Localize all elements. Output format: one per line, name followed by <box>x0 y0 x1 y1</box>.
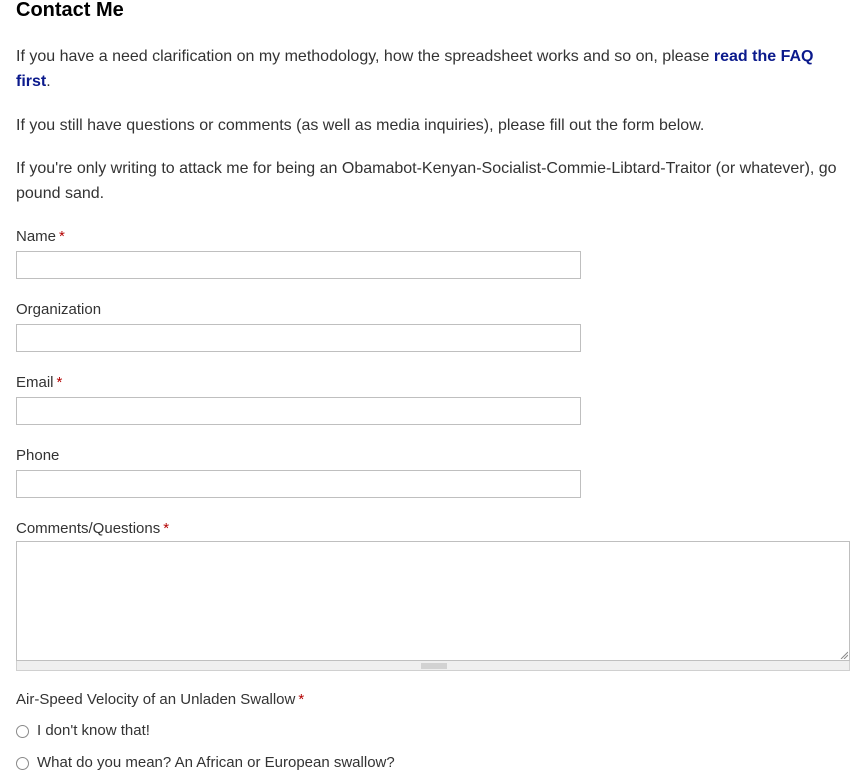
swallow-option-african-or-european[interactable] <box>16 753 395 773</box>
comments-textarea[interactable] <box>16 541 850 661</box>
email-input[interactable] <box>16 397 581 425</box>
intro-faq-period: . <box>46 73 51 90</box>
intro-form-paragraph: If you still have questions or comments (as well as media inquiries), please fill out the form below. <box>16 117 705 134</box>
intro-faq-text: If you have a need clarification on my methodology, how the spreadsheet works and so on, please <box>16 48 714 65</box>
phone-label-text: Phone <box>16 447 60 464</box>
phone-input[interactable] <box>16 470 581 498</box>
grip-lines-icon <box>421 663 447 669</box>
name-label <box>16 228 65 246</box>
radio-option-label: What do you mean? An African or European swallow? <box>37 754 395 771</box>
comments-label-text: Comments/Questions <box>16 520 161 537</box>
intro-warning-paragraph: If you're only writing to attack me for being an Obamabot-Kenyan-Socialist-Commie-Libtard-Traitor (or whatever), go pound sand. <box>16 160 837 202</box>
page-title: Contact Me <box>16 0 124 21</box>
organization-label <box>16 301 101 319</box>
radio-option-label: I don't know that! <box>37 722 150 739</box>
required-marker: * <box>56 374 63 391</box>
required-marker: * <box>59 228 65 245</box>
phone-label <box>16 447 59 465</box>
name-input[interactable] <box>16 251 581 279</box>
intro-faq-paragraph <box>16 44 850 94</box>
radio-button[interactable] <box>16 725 29 738</box>
swallow-option-dont-know[interactable] <box>16 721 150 741</box>
organization-input[interactable] <box>16 324 581 352</box>
required-marker: * <box>163 520 170 537</box>
name-label-text: Name <box>16 228 57 245</box>
faq-link[interactable]: read the FAQ first <box>16 48 814 90</box>
comments-field <box>16 541 850 671</box>
comments-label <box>16 520 169 538</box>
swallow-label-text: Air-Speed Velocity of an Unladen Swallow <box>16 691 296 708</box>
organization-label-text: Organization <box>16 301 102 318</box>
radio-button[interactable] <box>16 757 29 770</box>
swallow-label <box>16 691 304 709</box>
email-label <box>16 374 62 392</box>
resize-corner-icon[interactable] <box>840 651 848 659</box>
email-label-text: Email <box>16 374 54 391</box>
textarea-resize-grip[interactable] <box>16 661 850 671</box>
required-marker: * <box>298 691 305 708</box>
